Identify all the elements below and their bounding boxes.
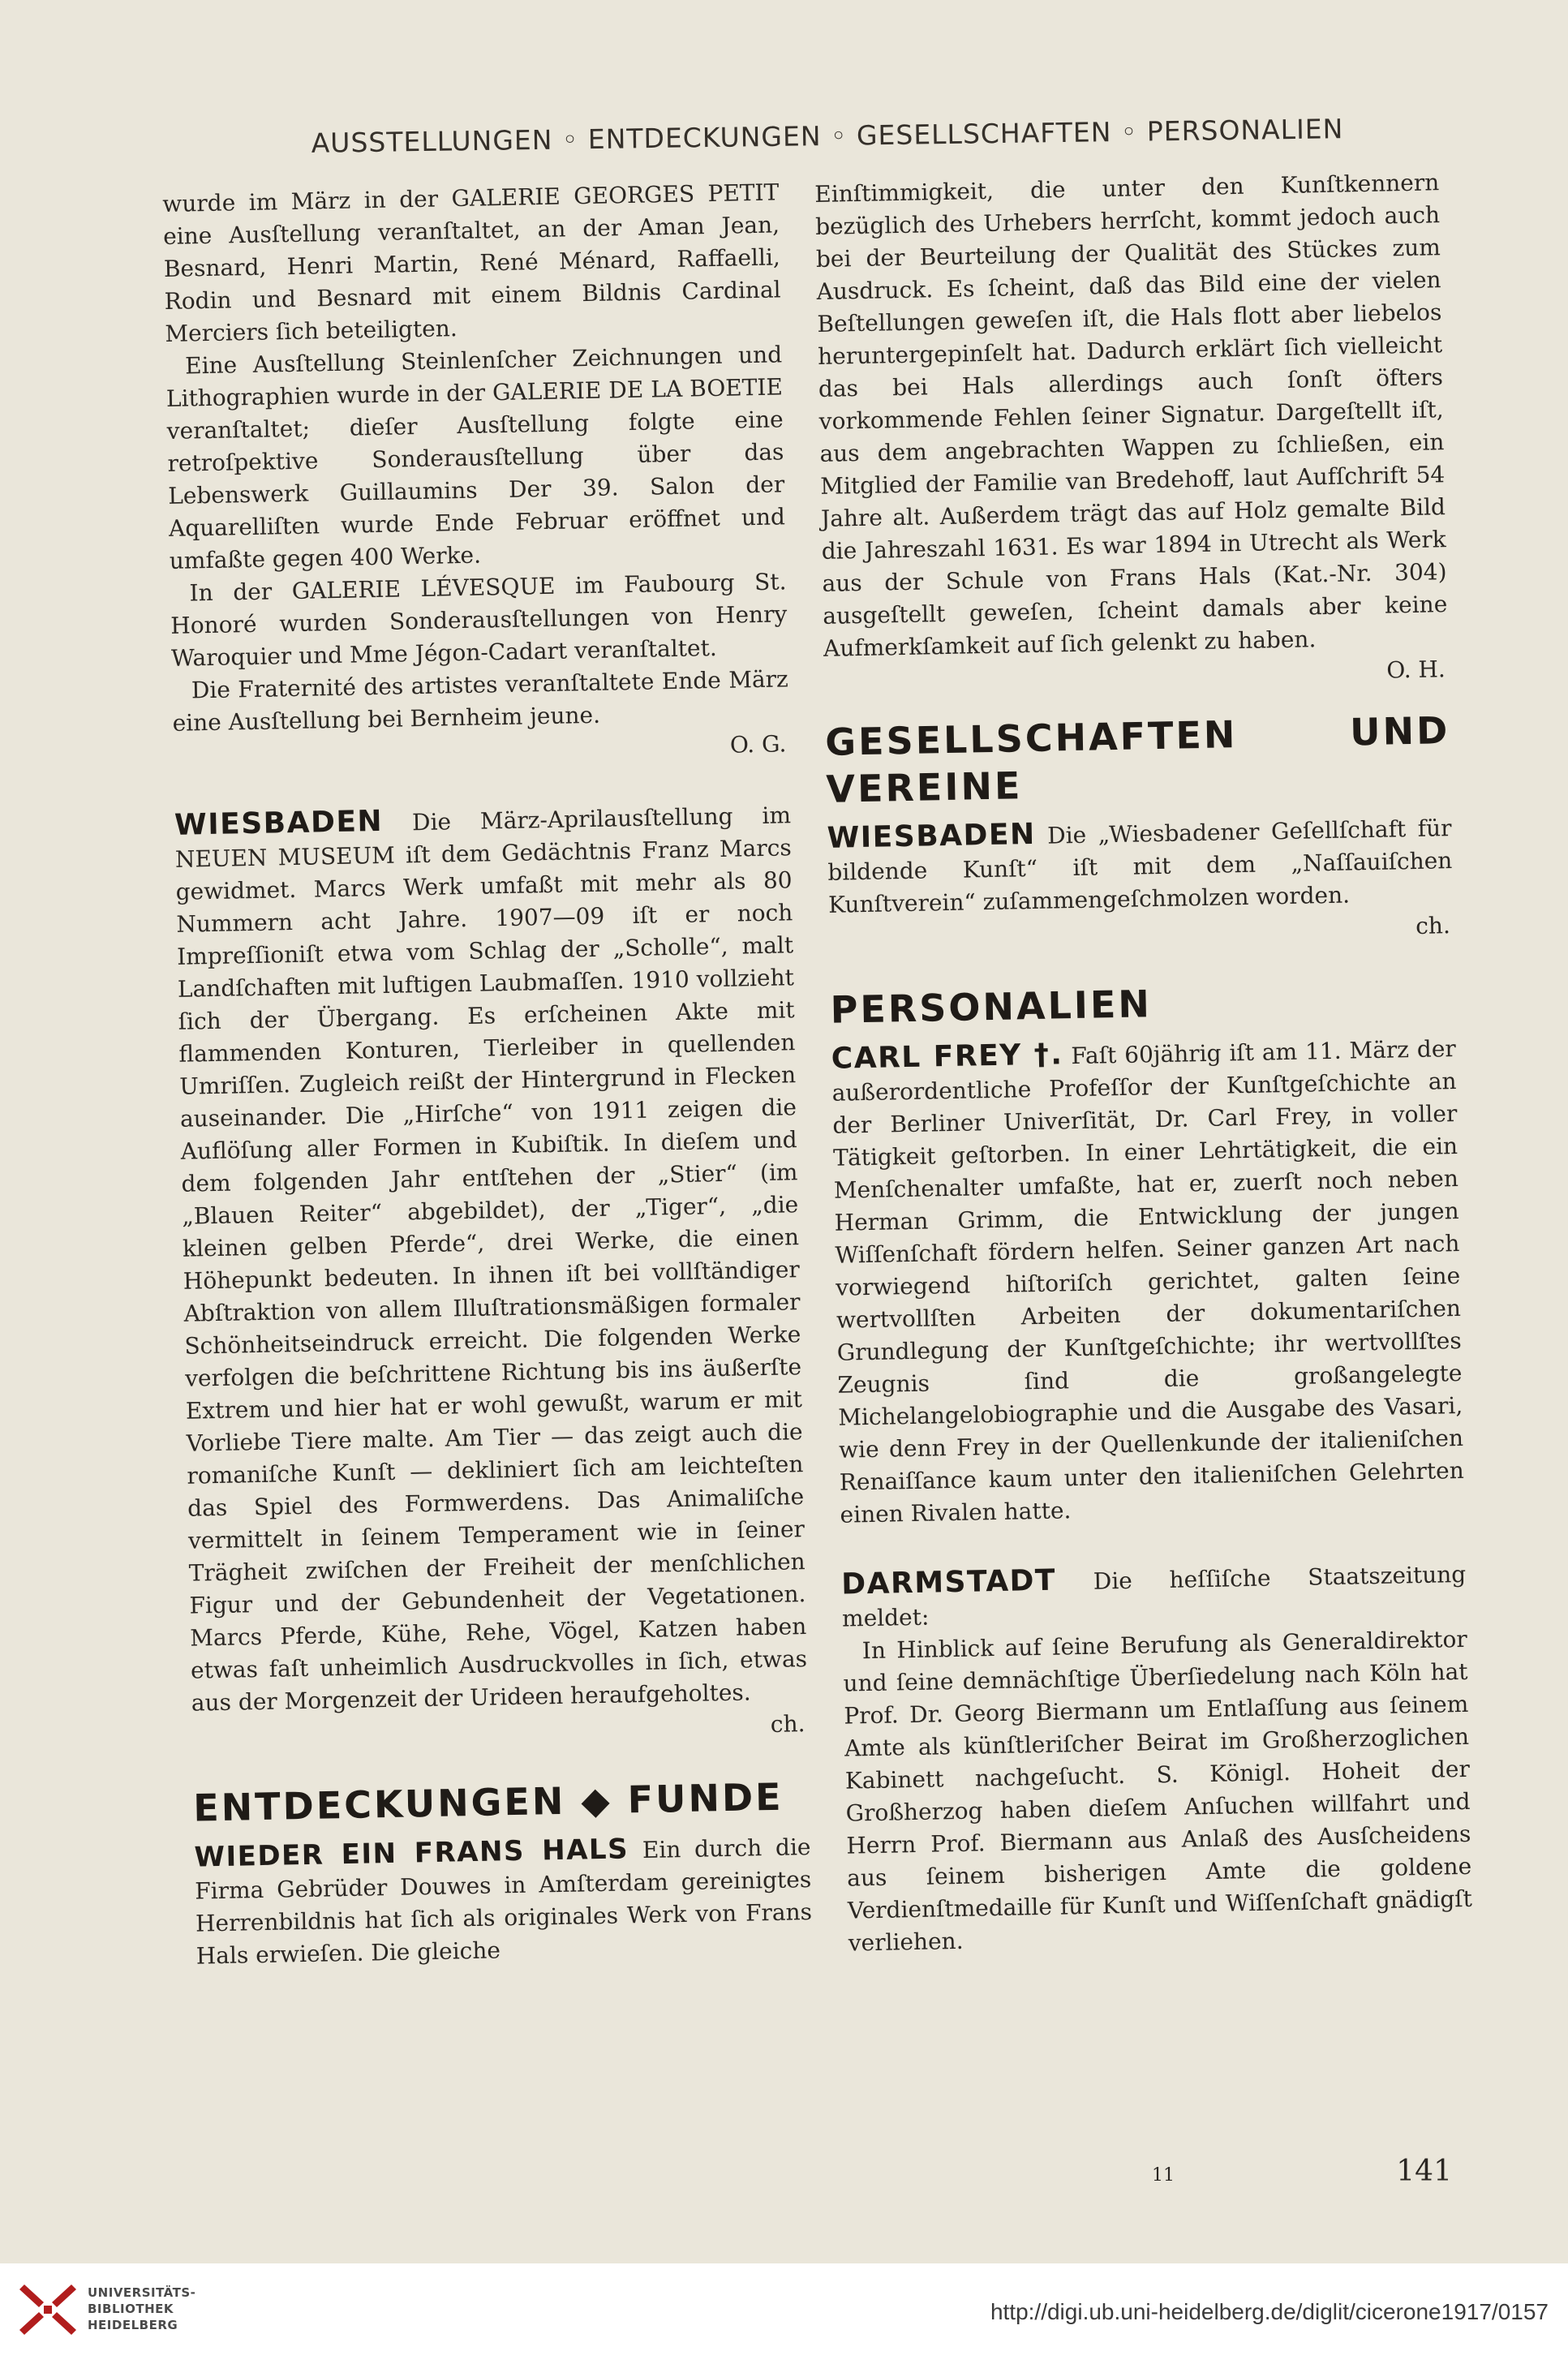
library-footer [0,2263,1568,2377]
signature-mark: 11 [1152,2165,1175,2186]
section-heading-entdeckungen: ENTDECKUNGEN ◆ FUNDE [192,1774,784,1830]
university-library-logo-icon [16,2278,79,2341]
left-column [162,176,813,1972]
article-wiesbaden [174,797,808,1719]
right-column [814,166,1473,1959]
source-url-link[interactable]: http://digi.ub.uni-heidelberg.de/diglit/cicerone1917/0157 [990,2299,1549,2324]
quoted-notice: In Hinblick auf ſeine Berufung als Generaldirektor und ſeine demnächſtige Überſiedelung nach Köln hat Prof. Dr. Georg Biermann um Entlaſſung aus ſeinem Amte als künſtleriſcher Beirat im Großherzoglichen Kabinett nachgeſucht. S. Königl. Hoheit der Großherzog haben dieſem Anſuchen willfahrt und Herrn Prof. Biermann aus Anlaß des Ausſcheidens aus ſeinem bisherigen Amte die goldene Verdienſtmedaille für Kunſt und Wiſſenſchaft gnädigſt verliehen. [843,1625,1473,1957]
author-signature: O. G. [729,730,787,759]
library-name: UNIVERSITÄTS- BIBLIOTHEK HEIDELBERG [88,2285,196,2332]
running-head: AUSSTELLUNGEN ◦ ENTDECKUNGEN ◦ GESELLSCHAFTEN ◦ PERSONALIEN [311,113,1344,159]
section-heading-personalien: PERSONALIEN [830,982,1153,1032]
city-heading: WIESBADEN [174,804,384,842]
paragraph: wurde im März in der GALERIE GEORGES PETIT eine Ausſtellung veranſtaltet, an der Aman Jean, Besnard, Henri Martin, René Ménard, Raffaelli, Rodin und Besnard mit einem Bildnis Cardinal Merciers ſich beteiligten. [162,178,781,347]
article-text: Die März-Aprilausſtellung im NEUEN MUSEUM iſt dem Gedächtnis Franz Marcs gewidmet. Marcs Werk umfaßt mit mehr als 80 Nummern acht Jahre. 1907—09 iſt er noch Impreſſioniſt etwa vom Schlag der „Scholle“, malt Landſchaften mit luftigen Laubmaſſen. 1910 vollzieht ſich der Übergang. Es erſcheinen Akte mit flammenden Konturen, Tierleiber in quellenden Umriſſen. Zugleich reißt der Hintergrund in Flecken auseinander. Die „Hirſche“ von 1911 zeigen die Auflöſung aller Formen in Kubiſtik. In dieſem und dem folgenden Jahr entſtehen der „Stier“ (im „Blauen Reiter“ abgebildet), der „Tiger“, „die kleinen gelben Pferde“, drei Werke, die einen Höhepunkt bedeuten. In ihnen iſt bei vollſtändiger Abſtraktion von allem Illuſtrationsmäßigen formaler Schönheitseindruck erreicht. Die folgenden Werke verfolgen die beſchrittene Richtung bis ins äußerſte Extrem und hier hat er wohl gewußt, warum er mit Vorliebe Tiere malte. Am Tier — das zeigt auch die romaniſche Kunſt — dekliniert ſich am leichteſten das Spiel des Formwerdens. Das Animaliſche vermittelt in ſeinem Temperament wie in ſeiner Trägheit zwiſchen der Freiheit der menſchlichen Figur und der Gebundenheit der Vegetationen. Marcs Pferde, Kühe, Rehe, Vögel, Katzen haben etwas faſt unheimlich Ausdruckvolles in ſich, etwas aus der Morgenzeit der Urideen heraufgeholtes. [174,802,808,1717]
author-signature: ch. [770,1710,805,1738]
article-text: Die heſſiſche Staatszeitung meldet: [841,1560,1467,1632]
city-heading: WIESBADEN [827,817,1036,855]
paragraph: Eine Ausſtellung Steinlenſcher Zeichnungen und Lithographien wurde in der GALERIE DE LA BOETIE veranſtaltet; dieſer Ausſtellung folgte eine retroſpektive Sonderausſtellung über das Lebenswerk Guillaumins Der 39. Salon der Aquarelliſten wurde Ende Februar eröffnet und umfaßte gegen 400 Werke. [165,341,786,574]
paragraph: Die Fraternité des artistes veranſtaltete Ende März eine Ausſtellung bei Bernheim jeune. [172,665,789,737]
section-heading-gesellschaften: GESELLSCHAFTEN UND VEREINE [824,708,1450,811]
author-signature: O. H. [1386,656,1446,684]
article-text: Ein durch die Firma Gebrüder Douwes in Amſterdam gereinigtes Herrenbildnis hat ſich als originales Werk von Frans Hals erwieſen. Die gleiche [194,1833,813,1970]
article-text: Faſt 60jährig iſt am 11. März der außerordentliche Profeſſor der Kunſtgeſchichte an der Berliner Univerſität, Dr. Carl Frey, in voller Tätigkeit geſtorben. In einer Lehrtätigkeit, die ein Menſchenalter umfaßte, hat er, zuerſt noch neben Herman Grimm, die Entwicklung der jungen Wiſſenſchaft fördern helfen. Seiner ganzen Art nach vorwiegend hiſtoriſch gerichtet, galten ſeine wertvollſten Arbeiten der dokumentariſchen Grundlegung der Kunſtgeſchichte; ihr wertvollſtes Zeugnis ſind die großangelegte Michelangelobiographie und die Ausgabe des Vasari, wie denn Frey in der Quellenkunde der italieniſchen Renaiſſance kaum unter den italieniſchen Gelehrten einen Rivalen hatte. [831,1035,1465,1528]
article-wiesbaden-verein [827,810,1453,922]
paragraph: Einſtimmigkeit, die unter den Kunſtkennern bezüglich des Urhebers herrſcht, kommt jedoch auch bei der Beurteilung der Qualität des Stückes zum Ausdruck. Es ſcheint, daß das Bild eine der vielen Beſtellungen geweſen iſt, die Hals flott aber liebelos heruntergepinſelt hat. Dadurch erklärt ſich vielleicht das bei Hals allerdings auch ſonſt öfters vorkommende Fehlen ſeiner Signatur. Dargeſtellt iſt, aus dem angebrachten Wappen zu ſchließen, ein Mitglied der Familie van Bredehoff, laut Aufſchrift 54 Jahre alt. Außerdem trägt das auf Holz gemalte Bild die Jahreszahl 1631. Es war 1894 in Utrecht als Werk aus der Schule von Frans Hals (Kat.-Nr. 304) ausgeſtellt geweſen, ſcheint damals aber keine Aufmerkſamkeit auf ſich gelenkt zu haben. [814,169,1448,662]
article-text: Die „Wiesbadener Geſellſchaft für bildende Kunſt“ iſt mit dem „Naſſauiſchen Kunſtverein“ zuſammengeſchmolzen worden. [827,815,1453,918]
page-folio [1128,2155,1452,2188]
city-heading: DARMSTADT [840,1563,1057,1601]
article-darmstadt [841,1557,1467,1636]
author-signature: ch. [1415,912,1451,939]
article-carl-frey [831,1031,1464,1532]
article-heading: CARL FREY †. [831,1038,1063,1076]
article-heading: WIEDER EIN FRANS HALS [194,1833,629,1874]
page-number: 141 [1396,2155,1452,2188]
article-frans-hals [194,1829,813,1973]
paragraph: In der GALERIE LÉVESQUE im Faubourg St. Honoré wurden Sonderausſtellungen von Henry Waroquier und Mme Jégon-Cadart veranſtaltet. [170,568,788,672]
